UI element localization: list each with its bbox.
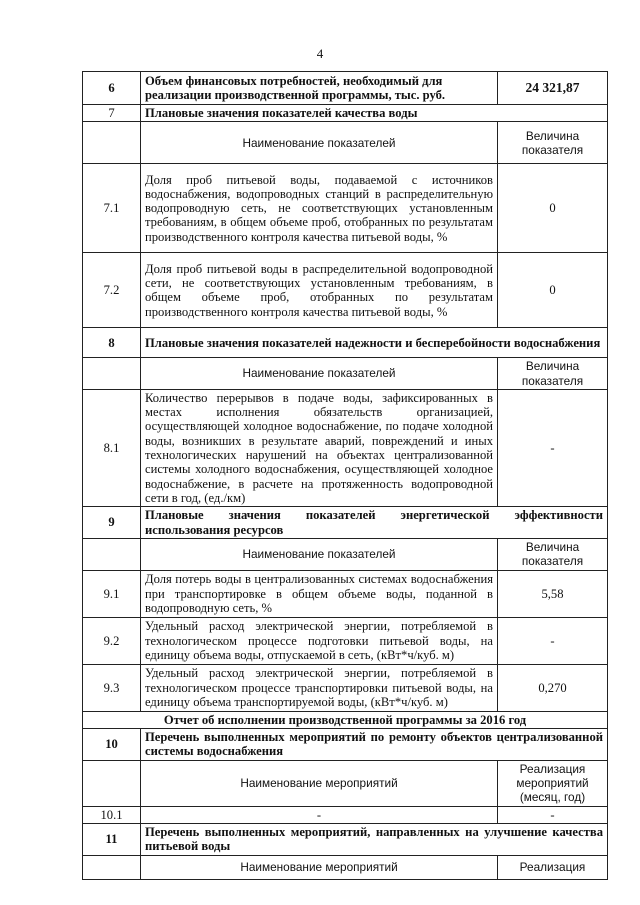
row-value: 0 bbox=[498, 253, 608, 328]
row-text: Удельный расход электрической энергии, потребляемой в технологическом процессе транспортировки питьевой воды, на единицу объема транспортируемой воды, (кВт*ч/куб. м) bbox=[141, 664, 498, 711]
row-value: 0 bbox=[498, 164, 608, 253]
row-number: 9 bbox=[83, 507, 141, 539]
column-header: Наименование показателей bbox=[141, 122, 498, 164]
column-header: Наименование мероприятий bbox=[141, 760, 498, 806]
row-text: Объем финансовых потребностей, необходимый для реализации производственной программы, тыс. руб. bbox=[141, 72, 498, 105]
table-row bbox=[83, 72, 608, 105]
row-number: 9.2 bbox=[83, 617, 141, 664]
column-header: Величина показателя bbox=[498, 122, 608, 164]
header-row bbox=[83, 358, 608, 390]
section-title: Плановые значения показателей надежности и бесперебойности водоснабжения bbox=[141, 328, 608, 358]
header-row bbox=[83, 855, 608, 879]
row-number: 10.1 bbox=[83, 806, 141, 823]
table-row bbox=[83, 253, 608, 328]
table-row bbox=[83, 570, 608, 617]
table-row bbox=[83, 507, 608, 539]
table-row bbox=[83, 164, 608, 253]
header-row bbox=[83, 538, 608, 570]
row-number: 10 bbox=[83, 729, 141, 761]
table-row bbox=[83, 806, 608, 823]
table-row bbox=[83, 328, 608, 358]
section-title: Перечень выполненных мероприятий по ремонту объектов централизованной системы водоснабжения bbox=[141, 729, 608, 761]
row-text: Доля проб питьевой воды в распределительной водопроводной сети, не соответствующих установленным требованиям, в общем объеме проб, отобранных по результатам производственного контроля качества питьевой воды, % bbox=[141, 253, 498, 328]
row-text: Удельный расход электрической энергии, потребляемой в технологическом процессе подготовки питьевой воды, на единицу объема воды, отпускаемой в сеть, (кВт*ч/куб. м) bbox=[141, 617, 498, 664]
row-number: 6 bbox=[83, 72, 141, 105]
row-value: - bbox=[498, 617, 608, 664]
section-title: Плановые значения показателей энергетической эффективности использования ресурсов bbox=[141, 507, 608, 539]
row-number: 8 bbox=[83, 328, 141, 358]
header-row bbox=[83, 122, 608, 164]
column-header: Наименование показателей bbox=[141, 538, 498, 570]
row-value: 0,270 bbox=[498, 664, 608, 711]
program-table bbox=[82, 71, 608, 880]
table-row bbox=[83, 617, 608, 664]
header-row bbox=[83, 760, 608, 806]
table-row bbox=[83, 389, 608, 506]
row-text: - bbox=[141, 806, 498, 823]
column-header: Реализация bbox=[498, 855, 608, 879]
column-header: Величина показателя bbox=[498, 358, 608, 390]
row-value: - bbox=[498, 389, 608, 506]
table-row bbox=[83, 824, 608, 856]
column-header: Реализация мероприятий (месяц, год) bbox=[498, 760, 608, 806]
row-number: 11 bbox=[83, 824, 141, 856]
page-number: 4 bbox=[316, 46, 324, 61]
row-text: Доля проб питьевой воды, подаваемой с источников водоснабжения, водопроводных станций в распределительную водопроводную сеть, не соответствующих установленным требованиям, в общем объеме проб, отобранных по результатам производственного контроля качества питьевой воды, % bbox=[141, 164, 498, 253]
row-number: 9.3 bbox=[83, 664, 141, 711]
row-number: 7 bbox=[83, 105, 141, 122]
row-value: - bbox=[498, 806, 608, 823]
column-header: Наименование мероприятий bbox=[141, 855, 498, 879]
row-number: 7.1 bbox=[83, 164, 141, 253]
row-value: 24 321,87 bbox=[498, 72, 608, 105]
section-title: Плановые значения показателей качества воды bbox=[141, 105, 608, 122]
column-header: Величина показателя bbox=[498, 538, 608, 570]
row-number: 9.1 bbox=[83, 570, 141, 617]
report-title: Отчет об исполнении производственной программы за 2016 год bbox=[83, 711, 608, 728]
column-header: Наименование показателей bbox=[141, 358, 498, 390]
row-text: Количество перерывов в подаче воды, зафиксированных в местах исполнения обязательств организацией, осуществляющей холодное водоснабжение, по подаче холодной воды, возникших в результате аварий, повреждений и иных технологических нарушений на объектах централизованной системы холодного водоснабжения, осуществляющей холодное водоснабжение, в расчете на протяженность водопроводной сети в год, (ед./км) bbox=[141, 389, 498, 506]
table-row bbox=[83, 729, 608, 761]
row-text: Доля потерь воды в централизованных системах водоснабжения при транспортировке в общем объеме воды, поданной в водопроводную сеть, % bbox=[141, 570, 498, 617]
table-row bbox=[83, 711, 608, 728]
section-title: Перечень выполненных мероприятий, направленных на улучшение качества питьевой воды bbox=[141, 824, 608, 856]
row-value: 5,58 bbox=[498, 570, 608, 617]
row-number: 8.1 bbox=[83, 389, 141, 506]
row-number: 7.2 bbox=[83, 253, 141, 328]
table-row bbox=[83, 105, 608, 122]
table-row bbox=[83, 664, 608, 711]
